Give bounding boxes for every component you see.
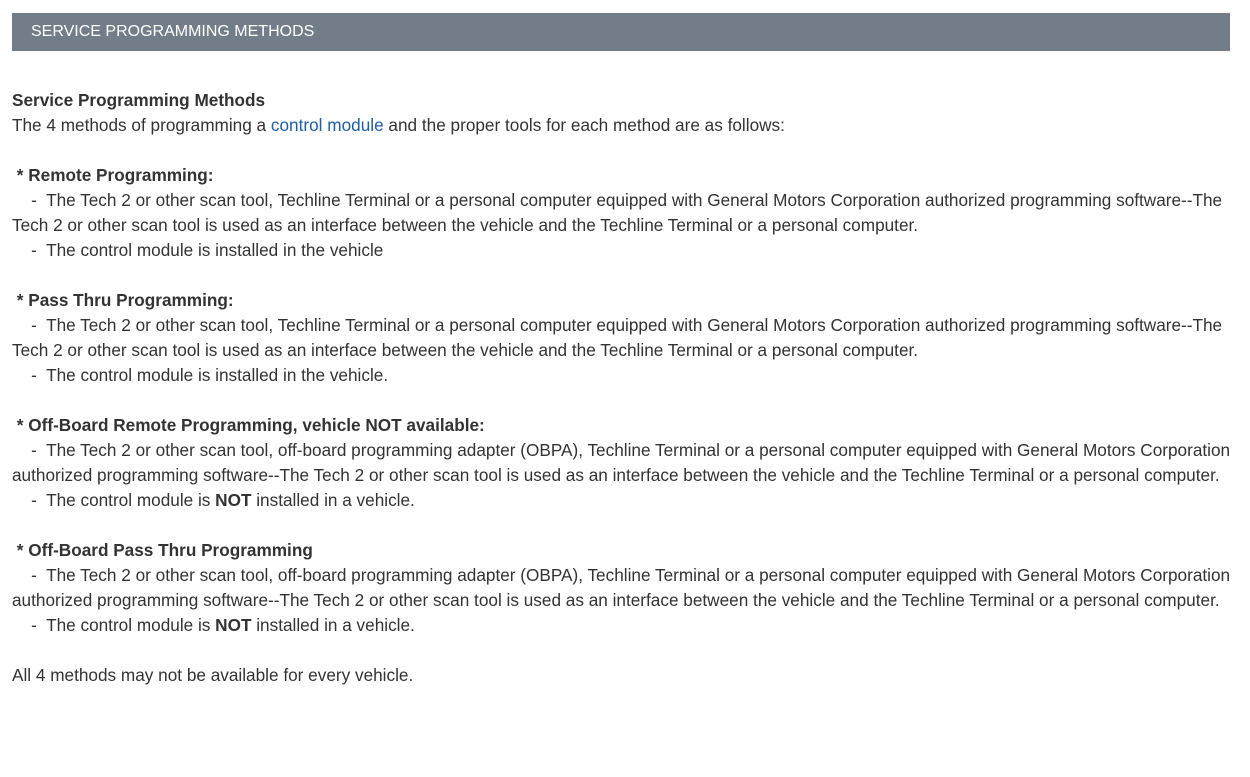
section-header-title: SERVICE PROGRAMMING METHODS: [31, 23, 315, 40]
method-item-text: The control module is installed in the vehicle: [46, 240, 384, 260]
method-title-line: [12, 413, 1232, 438]
bullet-marker: *: [12, 415, 29, 435]
method-pass-thru-programming: [12, 288, 1232, 388]
method-item: [12, 613, 1232, 638]
method-item: [12, 188, 1232, 238]
method-item: [12, 313, 1232, 363]
method-title: Remote Programming:: [28, 165, 214, 185]
spacer: [12, 638, 1232, 663]
method-title-line: [12, 163, 1232, 188]
method-title-line: [12, 288, 1232, 313]
method-item: [12, 488, 1232, 513]
spacer: [12, 138, 1232, 163]
spacer: [12, 263, 1232, 288]
dash-marker: -: [12, 490, 47, 510]
method-item-text: The Tech 2 or other scan tool, Techline Terminal or a personal computer equipped with General Motors Corporation authorized programming software--The Tech 2 or other scan tool is used as an interface between the vehicle and the Techline Terminal or a personal computer.: [12, 315, 1223, 360]
method-item-text-after: installed in a vehicle.: [251, 490, 415, 510]
method-title: Pass Thru Programming:: [28, 290, 234, 310]
dash-marker: -: [12, 615, 47, 635]
method-item-text: The Tech 2 or other scan tool, Techline Terminal or a personal computer equipped with General Motors Corporation authorized programming software--The Tech 2 or other scan tool is used as an interface between the vehicle and the Techline Terminal or a personal computer.: [12, 190, 1223, 235]
section-header-bar: [12, 13, 1230, 51]
method-title: Off-Board Remote Programming, vehicle NOT available:: [28, 415, 485, 435]
document-content: [12, 88, 1232, 688]
document-heading: Service Programming Methods: [12, 90, 266, 110]
dash-marker: -: [12, 240, 47, 260]
dash-marker: -: [12, 190, 47, 210]
dash-marker: -: [12, 315, 47, 335]
method-item: [12, 363, 1232, 388]
method-item-text: The control module is installed in the vehicle.: [46, 365, 389, 385]
method-item: [12, 238, 1232, 263]
control-module-link[interactable]: control module: [270, 115, 384, 135]
method-item: [12, 438, 1232, 488]
method-item-text-after: installed in a vehicle.: [251, 615, 415, 635]
bullet-marker: *: [12, 290, 29, 310]
intro-text-after: and the proper tools for each method are as follows:: [383, 115, 785, 135]
method-item-text-before: The control module is: [46, 615, 216, 635]
dash-marker: -: [12, 565, 47, 585]
method-off-board-pass-thru-programming: [12, 538, 1232, 638]
method-title: Off-Board Pass Thru Programming: [28, 540, 313, 560]
not-emphasis: NOT: [215, 615, 252, 635]
intro-text-before: The 4 methods of programming a: [12, 115, 271, 135]
method-item: [12, 563, 1232, 613]
method-title-line: [12, 538, 1232, 563]
intro-paragraph: [12, 113, 1232, 138]
method-item-text-before: The control module is: [46, 490, 216, 510]
not-emphasis: NOT: [215, 490, 252, 510]
spacer: [12, 513, 1232, 538]
method-item-text: The Tech 2 or other scan tool, off-board programming adapter (OBPA), Techline Terminal or a personal computer equipped with General Motors Corporation authorized programming software--The Tech 2 or other scan tool is used as an interface between the vehicle and the Techline Terminal or a personal computer.: [12, 440, 1231, 485]
spacer: [12, 388, 1232, 413]
dash-marker: -: [12, 440, 47, 460]
dash-marker: -: [12, 365, 47, 385]
method-item-text: The Tech 2 or other scan tool, off-board programming adapter (OBPA), Techline Terminal or a personal computer equipped with General Motors Corporation authorized programming software--The Tech 2 or other scan tool is used as an interface between the vehicle and the Techline Terminal or a personal computer.: [12, 565, 1231, 610]
bullet-marker: *: [12, 540, 29, 560]
bullet-marker: *: [12, 165, 29, 185]
method-off-board-remote-programming: [12, 413, 1232, 513]
footer-note: All 4 methods may not be available for every vehicle.: [12, 665, 414, 685]
method-remote-programming: [12, 163, 1232, 263]
